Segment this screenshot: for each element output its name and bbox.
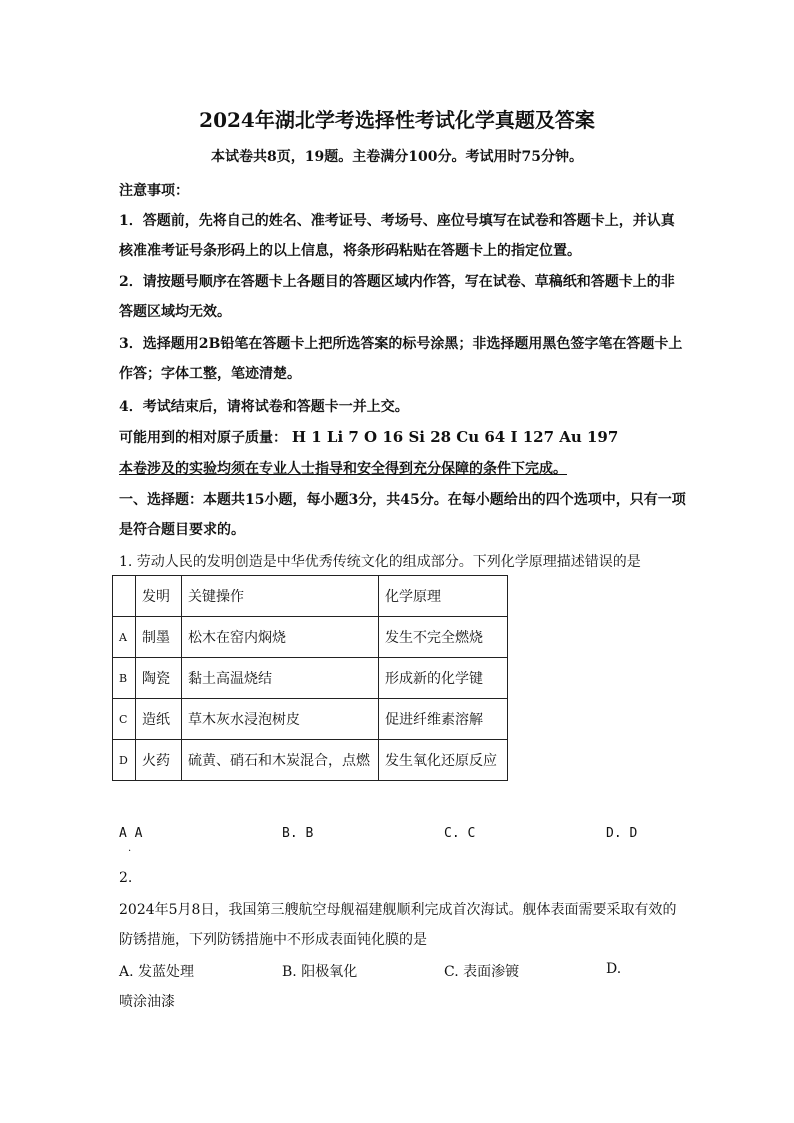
table-cell: 发生不完全燃烧 xyxy=(379,617,508,658)
table-cell: 火药 xyxy=(136,740,182,781)
table-header-row xyxy=(113,576,508,617)
q1-option-d: D. D xyxy=(606,826,638,841)
q2-option-d-text: 喷涂油漆 xyxy=(119,994,175,1010)
table-header-cell: 发明 xyxy=(136,576,182,617)
table-cell: 陶瓷 xyxy=(136,658,182,699)
q2-option-b: B. 阳极氧化 xyxy=(282,964,358,980)
notice-item-3-line1: 3．选择题用2B铅笔在答题卡上把所选答案的标号涂黑；非选择题用黑色签字笔在答题卡上 xyxy=(119,336,683,352)
notice-item-1-line2: 核准准考证号条形码上的以上信息，将条形码粘贴在答题卡上的指定位置。 xyxy=(119,243,581,259)
table-row xyxy=(113,740,508,781)
notice-item-1-line1: 1．答题前，先将自己的姓名、准考证号、考场号、座位号填写在试卷和答题卡上，并认真 xyxy=(119,213,675,229)
table-header-cell: 化学原理 xyxy=(379,576,508,617)
table-header-cell xyxy=(113,576,136,617)
q1-option-c: C. C xyxy=(444,826,476,841)
table-row xyxy=(113,658,508,699)
notice-item-4: 4．考试结束后，请将试卷和答题卡一并上交。 xyxy=(119,399,409,415)
section-1-line1: 一、选择题：本题共15小题，每小题3分，共45分。在每小题给出的四个选项中，只有一项 xyxy=(119,492,686,508)
notice-heading: 注意事项： xyxy=(119,183,189,199)
table-cell: D xyxy=(113,740,136,781)
atomic-masses-label: 可能用到的相对原子质量： xyxy=(119,430,287,446)
table-cell: 制墨 xyxy=(136,617,182,658)
notice-item-2-line2: 答题区域均无效。 xyxy=(119,304,231,320)
atomic-masses xyxy=(119,427,618,447)
table-cell: 硫黄、硝石和木炭混合，点燃 xyxy=(182,740,379,781)
q2-option-c: C. 表面渗镀 xyxy=(444,964,520,980)
q1-option-a: A A xyxy=(119,826,143,841)
exam-info: 本试卷共8页，19题。主卷满分100分。考试用时75分钟。 xyxy=(211,149,583,165)
safety-note: 本卷涉及的实验均须在专业人士指导和安全得到充分保障的条件下完成。 xyxy=(119,461,567,477)
table-row xyxy=(113,617,508,658)
question-1-stem: 1. 劳动人民的发明创造是中华优秀传统文化的组成部分。下列化学原理描述错误的是 xyxy=(119,554,641,570)
question-2-number: 2. xyxy=(119,870,133,886)
table-cell: 造纸 xyxy=(136,699,182,740)
table-cell: B xyxy=(113,658,136,699)
page-title: 2024年湖北学考选择性考试化学真题及答案 xyxy=(199,108,595,132)
question-2-line1: 2024年5月8日，我国第三艘航空母舰福建舰顺利完成首次海试。舰体表面需要采取有效的 xyxy=(119,902,677,918)
table-cell: 促进纤维素溶解 xyxy=(379,699,508,740)
q1-option-b: B. B xyxy=(282,826,314,841)
q2-option-d: D. xyxy=(606,961,622,977)
table-cell: C xyxy=(113,699,136,740)
q2-option-a: A. 发蓝处理 xyxy=(119,964,195,980)
question-2-line2: 防锈措施，下列防锈措施中不形成表面钝化膜的是 xyxy=(119,932,427,948)
atomic-masses-values: H 1 Li 7 O 16 Si 28 Cu 64 I 127 Au 197 xyxy=(291,428,619,446)
table-header-cell: 关键操作 xyxy=(182,576,379,617)
table-row xyxy=(113,699,508,740)
question-1-table xyxy=(112,575,508,781)
q1-option-a-dot: . xyxy=(128,843,132,854)
table-cell: 松木在窑内焖烧 xyxy=(182,617,379,658)
table-cell: 草木灰水浸泡树皮 xyxy=(182,699,379,740)
notice-item-3-line2: 作答；字体工整，笔迹清楚。 xyxy=(119,366,301,382)
notice-item-2-line1: 2．请按题号顺序在答题卡上各题目的答题区域内作答，写在试卷、草稿纸和答题卡上的非 xyxy=(119,274,675,290)
section-1-line2: 是符合题目要求的。 xyxy=(119,522,245,538)
table-cell: A xyxy=(113,617,136,658)
table-cell: 发生氧化还原反应 xyxy=(379,740,508,781)
table-cell: 形成新的化学键 xyxy=(379,658,508,699)
table-cell: 黏土高温烧结 xyxy=(182,658,379,699)
